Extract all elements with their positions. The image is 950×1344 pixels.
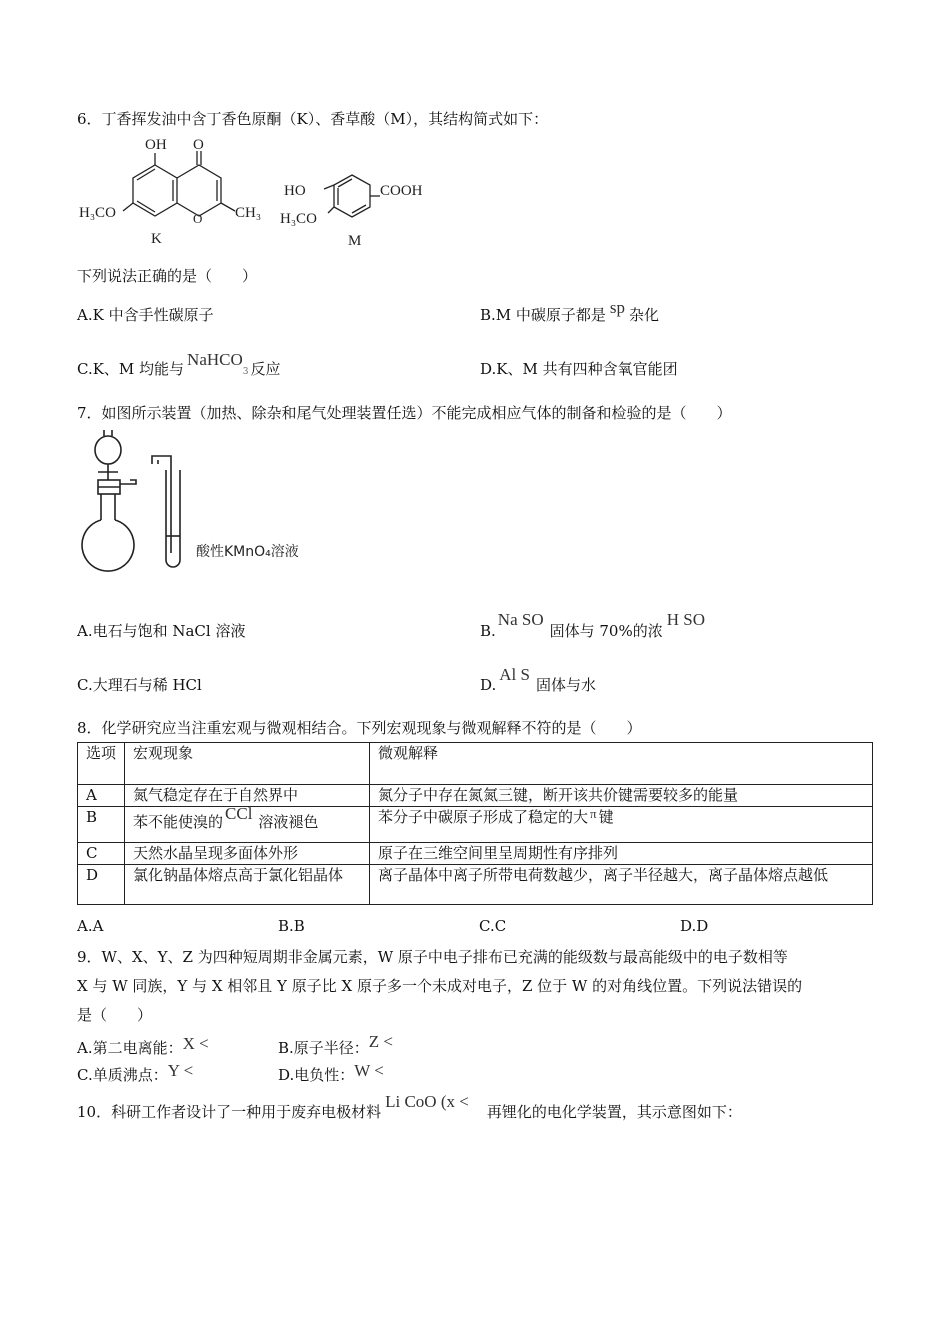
m-methoxy-label: H₃CO — [280, 211, 317, 227]
table-row — [78, 865, 873, 905]
q6-option-a: A.K 中含手性碳原子 — [77, 306, 214, 324]
row-d-macro: 氯化钠晶体熔点高于氯化铝晶体 — [125, 865, 370, 905]
q9-option-a: A.第二电离能：X < — [77, 1034, 209, 1057]
k-oh-label: OH — [145, 137, 167, 153]
row-b-option: B — [78, 807, 125, 843]
q9-line-2: X 与 W 同族，Y 与 X 相邻且 Y 原子比 X 原子多一个未成对电子，Z 位于 W 的对角线位置。下列说法错误的 — [77, 977, 803, 995]
row-a-macro: 氮气稳定存在于自然界中 — [125, 785, 370, 807]
k-label: K — [151, 231, 162, 247]
table-row — [78, 807, 873, 843]
k-carbonyl-o-label: O — [193, 137, 204, 153]
row-a-micro: 氮分子中存在氮氮三键，断开该共价键需要较多的能量 — [370, 785, 873, 807]
q8-answer-b: B.B — [278, 917, 305, 935]
q6-question: 下列说法正确的是（ ） — [77, 267, 258, 285]
q8-answer-d: D.D — [680, 917, 709, 935]
k-ring-o-label: O — [193, 211, 203, 226]
q8-table — [77, 742, 873, 905]
q8-answer-c: C.C — [479, 917, 507, 935]
q6-option-d: D.K、M 共有四种含氧官能团 — [480, 360, 678, 378]
q8-answer-a: A.A — [77, 917, 104, 935]
m-label: M — [348, 233, 362, 249]
row-c-macro: 天然水晶呈现多面体外形 — [125, 843, 370, 865]
table-row — [78, 843, 873, 865]
row-d-micro: 离子晶体中离子所带电荷数越少，离子半径越大，离子晶体熔点越低 — [370, 865, 873, 905]
q6-option-c: C.K、M 均能与 NaHCO3 反应 — [77, 350, 281, 378]
header-option: 选项 — [78, 743, 125, 785]
k-methoxy-label: H₃CO — [79, 205, 116, 221]
q6-option-b: B.M 中碳原子都是 sp 杂化 — [480, 298, 660, 324]
row-a-option: A — [78, 785, 125, 807]
q7-stem: 7．如图所示装置（加热、除杂和尾气处理装置任选）不能完成相应气体的制备和检验的是（ ） — [77, 404, 732, 422]
row-d-option: D — [78, 865, 125, 905]
k-methyl-label: CH₃ — [235, 205, 262, 221]
q9-line-1: 9．W、X、Y、Z 为四种短周期非金属元素，W 原子中电子排布已充满的能级数与最高能级中的电子数相等 — [77, 948, 788, 966]
m-ho-label: HO — [284, 183, 306, 199]
header-micro: 微观解释 — [370, 743, 873, 785]
row-b-macro: 苯不能使溴的 CCl 溶液褪色 — [125, 807, 370, 843]
row-b-micro: 苯分子中碳原子形成了稳定的大 π 键 — [370, 807, 873, 843]
q8-stem: 8．化学研究应当注重宏观与微观相结合。下列宏观现象与微观解释不符的是（ ） — [77, 719, 642, 737]
q7-option-b: B.Na SO固体与 70%的浓H SO — [480, 610, 705, 640]
header-macro: 宏观现象 — [125, 743, 370, 785]
m-cooh-label: COOH — [380, 183, 423, 199]
table-header-row — [78, 743, 873, 785]
q9-option-c: C.单质沸点：Y < — [77, 1061, 194, 1084]
structure-M-figure — [280, 165, 440, 250]
row-c-option: C — [78, 843, 125, 865]
apparatus-figure — [78, 428, 328, 583]
q9-option-b: B.原子半径：Z < — [278, 1032, 394, 1057]
q10-stem: 10．科研工作者设计了一种用于废弃电极材料Li CoO (x <再锂化的电化学装置，其示意图如下： — [77, 1092, 742, 1121]
q6-stem: 6．丁香挥发油中含丁香色原酮（K）、香草酸（M），其结构简式如下： — [77, 110, 549, 128]
q9-option-d: D.电负性：W < — [278, 1061, 384, 1084]
q7-option-c: C.大理石与稀 HCl — [77, 676, 202, 694]
table-row — [78, 785, 873, 807]
q9-line-3: 是（ ） — [77, 1006, 153, 1024]
structure-K-figure — [75, 135, 275, 250]
q7-option-d: D.Al S固体与水 — [480, 665, 596, 694]
q7-option-a: A.电石与饱和 NaCl 溶液 — [77, 622, 246, 640]
kmno4-solution-label: 酸性KMnO₄溶液 — [196, 544, 299, 560]
row-c-micro: 原子在三维空间里呈周期性有序排列 — [370, 843, 873, 865]
